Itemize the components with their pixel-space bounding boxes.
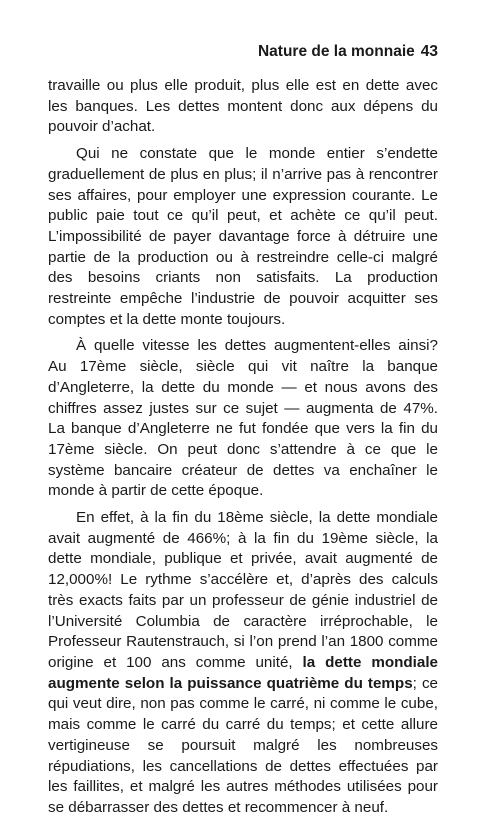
paragraph-2: Qui ne constate que le monde entier s’endette graduellement de plus en plus; il n’arrive pas à rencontrer ses affaires, pour employer une expression courante. Le public paie tout ce qu’il peut, et achète ce qu’il peut. L’impossibilité de payer davantage force à détruire une partie de la production ou à restreindre celle-ci malgré des besoins criants non satisfaits. La production restreinte empêche l’industrie de pouvoir acquitter ses comptes et la dette monte toujours. xyxy=(48,145,438,328)
running-header xyxy=(48,42,438,62)
page-number: 43 xyxy=(420,43,438,60)
paragraph-4 xyxy=(48,508,438,819)
paragraph-4-emphasis: la dette mondiale augmente selon la puissance quatrième du temps xyxy=(48,653,438,692)
paragraph-1: travaille ou plus elle produit, plus elle est en dette avec les banques. Les dettes montent donc aux dépens du pouvoir d’achat. xyxy=(48,77,438,136)
body-text xyxy=(48,76,438,819)
paragraph-3: À quelle vitesse les dettes augmentent-elles ainsi? Au 17ème siècle, siècle qui vit naître la banque d’Angleterre, la dette du monde — et nous avons des chiffres assez justes sur ce sujet — augmenta de 47%. La banque d’Angleterre ne fut fondée que vers la fin du 17ème siècle. On peut donc s’attendre à ce que le système bancaire créateur de dettes va enchaîner le monde à partir de cette époque. xyxy=(48,337,438,500)
chapter-title: Nature de la monnaie xyxy=(257,43,415,60)
paragraph-4-lead: En effet, à la fin du 18ème siècle, la dette mondiale avait augmenté de 466%; à la fin du 19ème siècle, la dette mondiale, publique et privée, avait augmenté de 12,000%! Le rythme s’accélère et, d’après des calculs très exacts faits par un professeur de génie industriel de l’Université Columbia de caractère irréprochable, le Professeur Rautenstrauch, si l’on prend l’an 1800 comme origine et 100 ans comme unité, xyxy=(48,509,438,671)
paragraph-4-tail: ; ce qui veut dire, non pas comme le carré, ni comme le cube, mais comme le carré du carré du temps; et cette allure vertigineuse se poursuit malgré les nombreuses répudiations, les cancellations de dettes effectuées par les faillites, et malgré les autres méthodes utilisées pour se débarrasser des dettes et recommencer à neuf. xyxy=(48,674,438,816)
book-page xyxy=(48,42,438,819)
